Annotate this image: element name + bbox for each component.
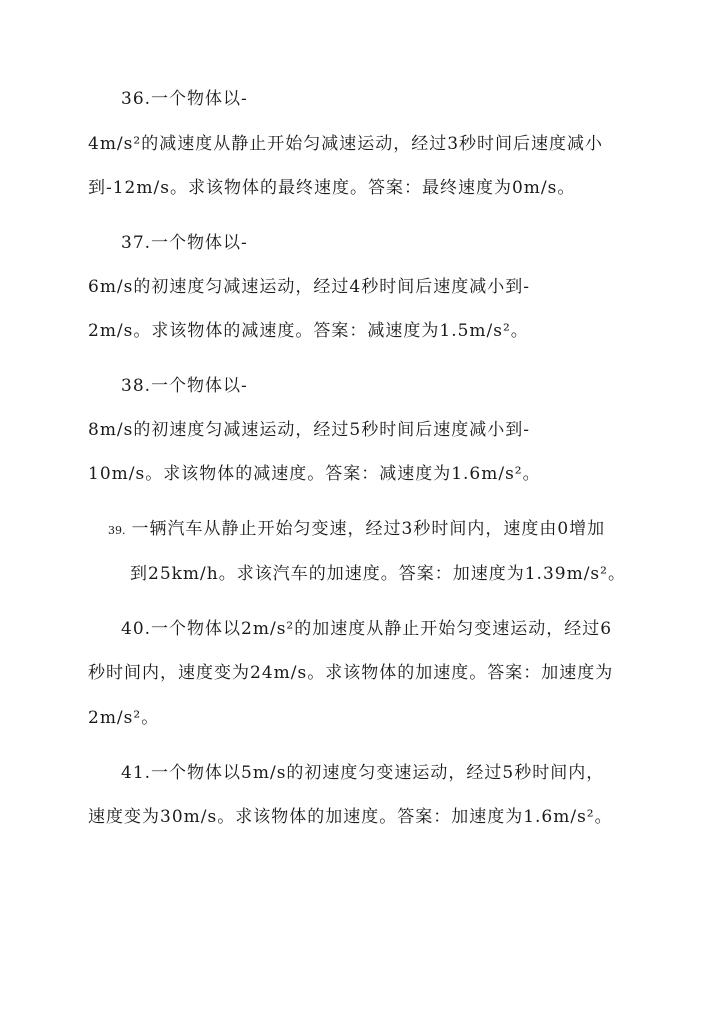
problem-39-line-1 xyxy=(108,519,605,541)
problem-37-line-1: 37.一个物体以- xyxy=(121,233,248,253)
problem-38-line-2: 8m/s的初速度匀减速运动，经过5秒时间后速度减小到- xyxy=(88,420,530,440)
problem-40-line-2: 秒时间内，速度变为24m/s。求该物体的加速度。答案：加速度为 xyxy=(88,663,614,683)
problem-40-line-1: 40.一个物体以2m/s²的加速度从静止开始匀变速运动，经过6 xyxy=(121,619,613,639)
problem-36-line-3: 到-12m/s。求该物体的最终速度。答案：最终速度为0m/s。 xyxy=(88,178,576,198)
problem-37-line-3: 2m/s。求该物体的减速度。答案：减速度为1.5m/s²。 xyxy=(88,321,529,341)
problem-39-number: 39. xyxy=(108,524,126,537)
problem-40-line-3: 2m/s²。 xyxy=(88,708,160,728)
problem-38-line-3: 10m/s。求该物体的减速度。答案：减速度为1.6m/s²。 xyxy=(88,464,541,484)
problem-39-text-1: 一辆汽车从静止开始匀变速，经过3秒时间内，速度由0增加 xyxy=(131,519,606,539)
problem-37-line-2: 6m/s的初速度匀减速运动，经过4秒时间后速度减小到- xyxy=(88,277,530,297)
problem-38-line-1: 38.一个物体以- xyxy=(121,376,248,396)
problem-36-line-2: 4m/s²的减速度从静止开始匀减速运动，经过3秒时间后速度减小 xyxy=(88,134,604,154)
problem-36-line-1: 36.一个物体以- xyxy=(121,89,248,109)
problem-39-line-2: 到25km/h。求该汽车的加速度。答案：加速度为1.39m/s²。 xyxy=(130,564,626,584)
problem-41-line-1: 41.一个物体以5m/s的初速度匀变速运动，经过5秒时间内， xyxy=(121,763,605,783)
problem-41-line-2: 速度变为30m/s。求该物体的加速度。答案：加速度为1.6m/s²。 xyxy=(88,807,613,827)
